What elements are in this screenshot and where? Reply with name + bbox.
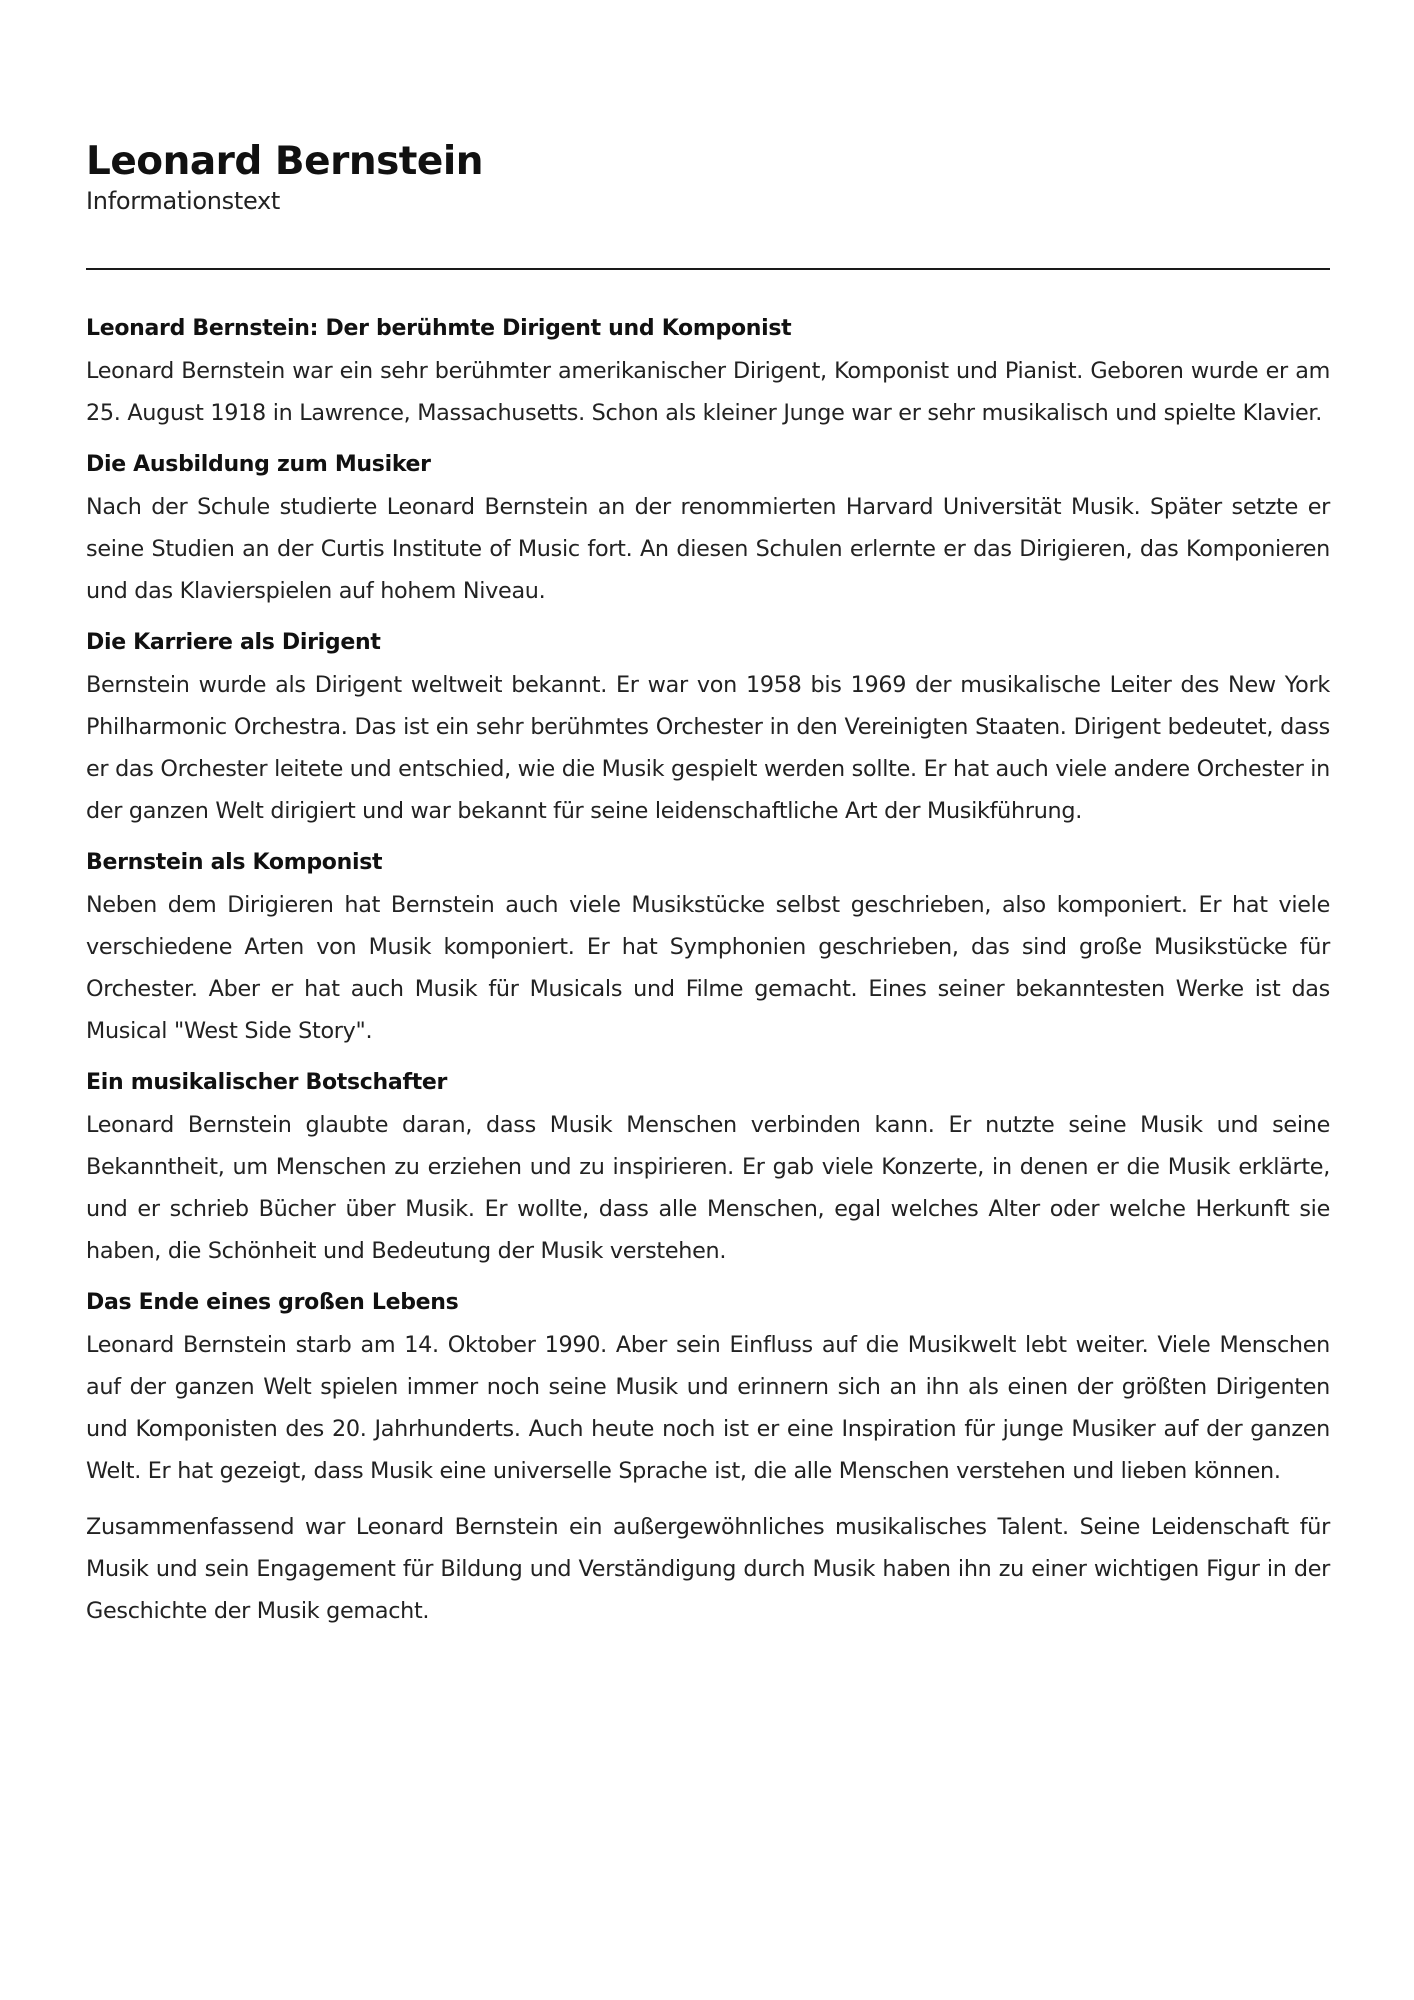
section-conductor-career — [86, 626, 1330, 832]
section-intro — [86, 312, 1330, 434]
section-body: Nach der Schule studierte Leonard Bernstein an der renommierten Harvard Universität Musik. Später setzte er seine Studien an der Curtis Institute of Music fort. An diesen Schulen erlernte er das Dirigieren, das Komponieren und das Klavierspielen auf hohem Niveau. — [86, 494, 1330, 604]
title-divider — [86, 268, 1330, 270]
section-heading: Leonard Bernstein: Der berühmte Dirigent und Komponist — [86, 316, 792, 341]
section-body: Leonard Bernstein glaubte daran, dass Musik Menschen verbinden kann. Er nutzte seine Musik und seine Bekanntheit, um Menschen zu erziehen und zu inspirieren. Er gab viele Konzerte, in denen er die Musik erklärte, und er schrieb Bücher über Musik. Er wollte, dass alle Menschen, egal welches Alter oder welche Herkunft sie haben, die Schönheit und Bedeutung der Musik verstehen. — [86, 1112, 1330, 1264]
section-heading: Die Ausbildung zum Musiker — [86, 452, 431, 477]
section-body: Leonard Bernstein war ein sehr berühmter amerikanischer Dirigent, Komponist und Pianist. Geboren wurde er am 25. August 1918 in Lawrence, Massachusetts. Schon als kleiner Junge war er sehr musikalisch und spielte Klavier. — [86, 358, 1330, 426]
conclusion-paragraph: Zusammenfassend war Leonard Bernstein ein außergewöhnliches musikalisches Talent. Seine Leidenschaft für Musik und sein Engagement für Bildung und Verständigung durch Musik haben ihn zu einer wichtigen Figur in der Geschichte der Musik gemacht. — [86, 1514, 1330, 1624]
section-heading: Das Ende eines großen Lebens — [86, 1290, 459, 1315]
document-title: Leonard Bernstein — [86, 139, 484, 184]
section-body: Bernstein wurde als Dirigent weltweit bekannt. Er war von 1958 bis 1969 der musikalische Leiter des New York Philharmonic Orchestra. Das ist ein sehr berühmtes Orchester in den Vereinigten Staaten. Dirigent bedeutet, dass er das Orchester leitete und entschied, wie die Musik gespielt werden sollte. Er hat auch viele andere Orchester in der ganzen Welt dirigiert und war bekannt für seine leidenschaftliche Art der Musikführung. — [86, 672, 1330, 824]
document-subtitle: Informationstext — [86, 187, 280, 215]
section-education — [86, 448, 1330, 612]
section-heading: Die Karriere als Dirigent — [86, 630, 381, 655]
section-body: Leonard Bernstein starb am 14. Oktober 1990. Aber sein Einfluss auf die Musikwelt lebt weiter. Viele Menschen auf der ganzen Welt spielen immer noch seine Musik und erinnern sich an ihn als einen der größten Dirigenten und Komponisten des 20. Jahrhunderts. Auch heute noch ist er eine Inspiration für junge Musiker auf der ganzen Welt. Er hat gezeigt, dass Musik eine universelle Sprache ist, die alle Menschen verstehen und lieben können. — [86, 1332, 1330, 1484]
section-composer — [86, 846, 1330, 1052]
section-heading: Ein musikalischer Botschafter — [86, 1070, 448, 1095]
section-heading: Bernstein als Komponist — [86, 850, 383, 875]
document-page — [86, 138, 1330, 1632]
section-body: Neben dem Dirigieren hat Bernstein auch viele Musikstücke selbst geschrieben, also komponiert. Er hat viele verschiedene Arten von Musik komponiert. Er hat Symphonien geschrieben, das sind große Musikstücke für Orchester. Aber er hat auch Musik für Musicals und Filme gemacht. Eines seiner bekanntesten Werke ist das Musical "West Side Story". — [86, 892, 1330, 1044]
section-end-of-life — [86, 1286, 1330, 1492]
section-ambassador — [86, 1066, 1330, 1272]
